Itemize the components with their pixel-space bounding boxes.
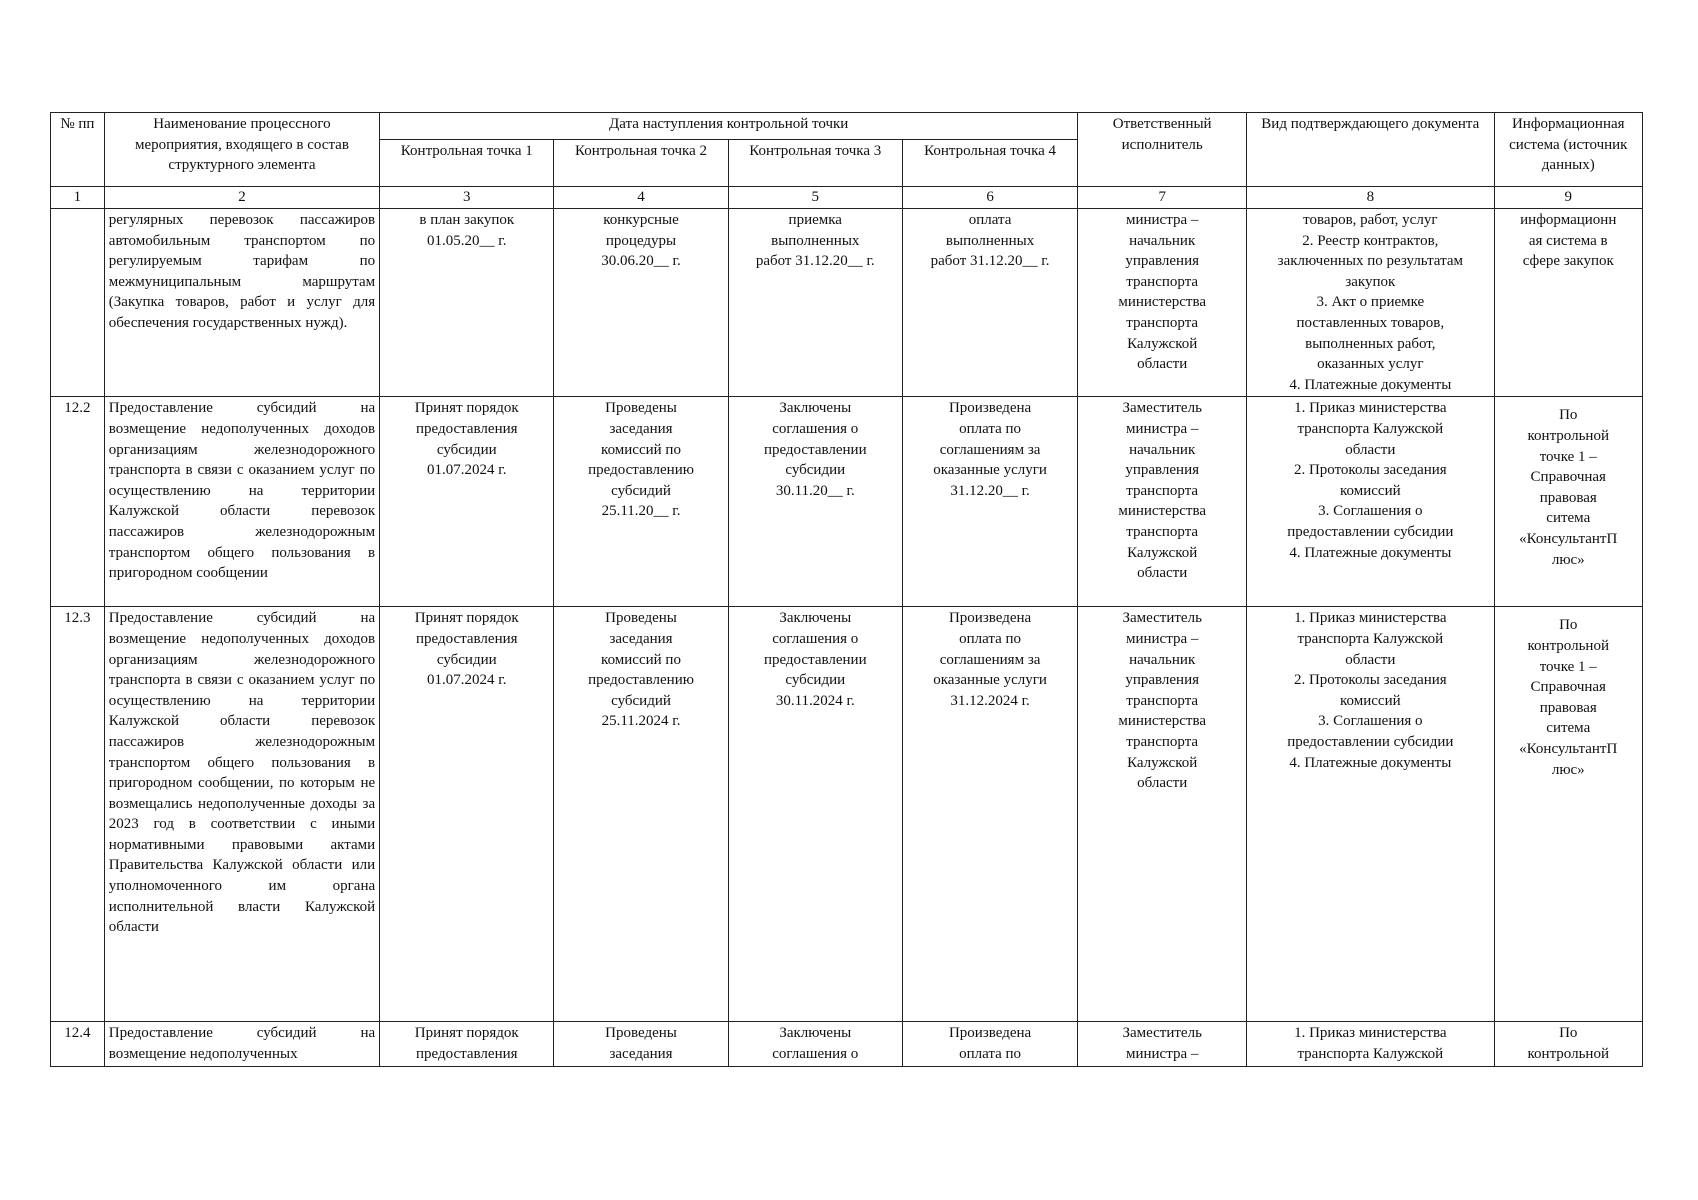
header-dates-group: Дата наступления контрольной точки bbox=[380, 113, 1078, 140]
col-number: 2 bbox=[104, 187, 379, 209]
header-cp4: Контрольная точка 4 bbox=[902, 140, 1077, 187]
row-cp2: Проведены заседания bbox=[554, 1022, 728, 1066]
col-number: 3 bbox=[380, 187, 554, 209]
row-info-system: По контрольной точке 1 – Справочная правовая ситема «КонсультантП люс» bbox=[1494, 607, 1642, 1022]
col-number: 1 bbox=[51, 187, 105, 209]
row-cp1: в план закупок 01.05.20__ г. bbox=[380, 209, 554, 397]
row-doc-type: 1. Приказ министерства транспорта Калужской bbox=[1247, 1022, 1494, 1066]
table-row bbox=[51, 607, 1643, 1022]
row-cp1: Принят порядок предоставления bbox=[380, 1022, 554, 1066]
row-cp3: приемка выполненных работ 31.12.20__ г. bbox=[728, 209, 902, 397]
col-number: 9 bbox=[1494, 187, 1642, 209]
col-number: 6 bbox=[902, 187, 1077, 209]
row-cp4: Произведена оплата по bbox=[902, 1022, 1077, 1066]
row-doc-type: 1. Приказ министерства транспорта Калужской области 2. Протоколы заседания комиссий 3. Соглашения о предоставлении субсидии 4. Платежные документы bbox=[1247, 397, 1494, 607]
table-row bbox=[51, 209, 1643, 397]
row-cp3: Заключены соглашения о предоставлении субсидии 30.11.2024 г. bbox=[728, 607, 902, 1022]
row-no: 12.3 bbox=[51, 607, 105, 1022]
row-cp3: Заключены соглашения о предоставлении субсидии 30.11.20__ г. bbox=[728, 397, 902, 607]
table-row bbox=[51, 1022, 1643, 1066]
row-cp2: Проведены заседания комиссий по предоставлению субсидий 25.11.2024 г. bbox=[554, 607, 728, 1022]
header-doc-type: Вид подтверждающего документа bbox=[1247, 113, 1494, 187]
row-name: Предоставление субсидий на возмещение недополученных доходов организациям железнодорожного транспорта в связи с оказанием услуг по осуществлению на территории Калужской области перевозок пассажиров железнодорожным транспортом общего пользования в пригородном сообщении, по которым не возмещались недополученные доходы за 2023 год в соответствии с иными нормативными правовыми актами Правительства Калужской области или уполномоченного им органа исполнительной власти Калужской области bbox=[104, 607, 379, 1022]
header-cp3: Контрольная точка 3 bbox=[728, 140, 902, 187]
header-cp1: Контрольная точка 1 bbox=[380, 140, 554, 187]
row-no: 12.2 bbox=[51, 397, 105, 607]
col-number: 5 bbox=[728, 187, 902, 209]
table-row bbox=[51, 397, 1643, 607]
row-cp2: Проведены заседания комиссий по предоставлению субсидий 25.11.20__ г. bbox=[554, 397, 728, 607]
row-doc-type: товаров, работ, услуг 2. Реестр контрактов, заключенных по результатам закупок 3. Акт о приемке поставленных товаров, выполненных работ, оказанных услуг 4. Платежные документы bbox=[1247, 209, 1494, 397]
row-cp1: Принят порядок предоставления субсидии 01.07.2024 г. bbox=[380, 397, 554, 607]
header-executor: Ответственный исполнитель bbox=[1078, 113, 1247, 187]
row-cp4: Произведена оплата по соглашениям за оказанные услуги 31.12.20__ г. bbox=[902, 397, 1077, 607]
row-no: 12.4 bbox=[51, 1022, 105, 1066]
row-cp2: конкурсные процедуры 30.06.20__ г. bbox=[554, 209, 728, 397]
row-doc-type: 1. Приказ министерства транспорта Калужской области 2. Протоколы заседания комиссий 3. Соглашения о предоставлении субсидии 4. Платежные документы bbox=[1247, 607, 1494, 1022]
col-number: 4 bbox=[554, 187, 728, 209]
row-no bbox=[51, 209, 105, 397]
header-no: № пп bbox=[51, 113, 105, 187]
row-name: Предоставление субсидий на возмещение недополученных доходов организациям железнодорожного транспорта в связи с оказанием услуг по осуществлению на территории Калужской области перевозок пассажиров железнодорожным транспортом общего пользования в пригородном сообщении bbox=[104, 397, 379, 607]
row-executor: Заместитель министра – bbox=[1078, 1022, 1247, 1066]
row-executor: Заместитель министра – начальник управления транспорта министерства транспорта Калужской области bbox=[1078, 397, 1247, 607]
row-cp4: оплата выполненных работ 31.12.20__ г. bbox=[902, 209, 1077, 397]
col-number: 7 bbox=[1078, 187, 1247, 209]
row-cp4: Произведена оплата по соглашениям за оказанные услуги 31.12.2024 г. bbox=[902, 607, 1077, 1022]
row-executor: министра – начальник управления транспорта министерства транспорта Калужской области bbox=[1078, 209, 1247, 397]
row-info-system: информационн ая система в сфере закупок bbox=[1494, 209, 1642, 397]
header-name: Наименование процессного мероприятия, входящего в состав структурного элемента bbox=[104, 113, 379, 187]
header-cp2: Контрольная точка 2 bbox=[554, 140, 728, 187]
row-info-system: По контрольной точке 1 – Справочная правовая ситема «КонсультантП люс» bbox=[1494, 397, 1642, 607]
column-numbers-row bbox=[51, 187, 1643, 209]
row-executor: Заместитель министра – начальник управления транспорта министерства транспорта Калужской области bbox=[1078, 607, 1247, 1022]
row-cp3: Заключены соглашения о bbox=[728, 1022, 902, 1066]
row-name: регулярных перевозок пассажиров автомобильным транспортом по регулируемым тарифам по межмуниципальным маршрутам (Закупка товаров, работ и услуг для обеспечения государственных нужд). bbox=[104, 209, 379, 397]
row-info-system: По контрольной bbox=[1494, 1022, 1642, 1066]
control-points-table bbox=[50, 112, 1643, 1067]
row-cp1: Принят порядок предоставления субсидии 01.07.2024 г. bbox=[380, 607, 554, 1022]
row-name: Предоставление субсидий на возмещение недополученных bbox=[104, 1022, 379, 1066]
col-number: 8 bbox=[1247, 187, 1494, 209]
header-info-system: Информационная система (источник данных) bbox=[1494, 113, 1642, 187]
